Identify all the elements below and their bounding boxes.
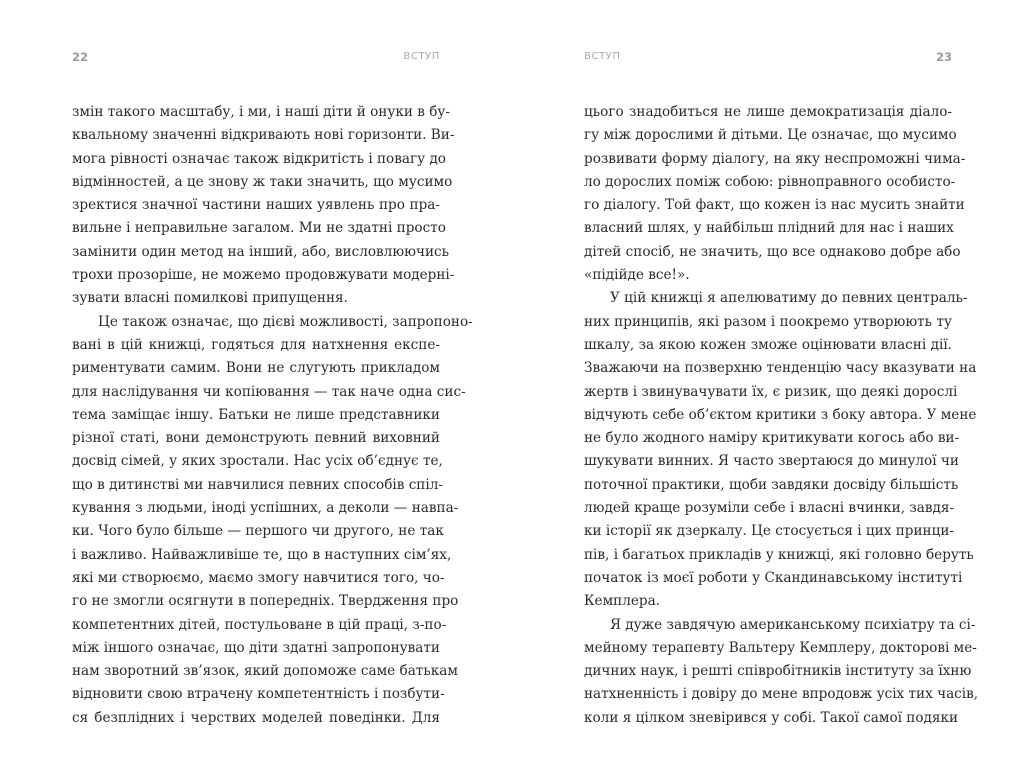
text-line: відмінностей, а це знову ж таки значить, що мусимо [72,173,453,190]
text-line: трохи прозоріше, не можемо продовжувати модерні- [72,267,455,284]
text-line: які ми створюємо, маємо змогу навчитися того, чо- [72,569,445,586]
text-line: жертв і звинувачувати їх, є ризик, що деякі дорослі [584,383,958,400]
text-line: коли я цілком зневірився у собі. Такої самої подяки [584,709,959,726]
text-line: мога рівності означає також відкритість і повагу до [72,150,446,167]
text-line: «підійде все!». [584,267,690,284]
right-body-text [584,101,979,730]
text-line: різної статі, вони демонструють певний виховний [72,430,440,447]
text-line: го діалогу. Той факт, що кожен із нас мусить знайти [584,197,965,214]
text-line: зувати власні помилкові припущення. [72,290,348,307]
text-line: цього знадобиться не лише демократизація діало- [584,104,952,120]
text-line: що в дитинстві ми навчилися певних способів спіл- [72,476,443,493]
text-line: між іншого означає, що діти здатні запропонувати [72,639,440,656]
text-line: не було жодного наміру критикувати когось або ви- [584,430,960,447]
text-line: змін такого масштабу, і ми, і наші діти й онуки в бу- [72,104,450,120]
text-line: ло дорослих поміж собою: рівноправного особисто- [584,173,956,190]
section-title: ВСТУП [584,51,621,62]
page-number: 23 [935,50,952,64]
text-line: початок із моєї роботи у Скандинавському інституті [584,569,963,586]
text-line: го не змогли осягнути в попередніх. Твердження про [72,593,459,610]
text-line: Це також означає, що дієві можливості, запропоно- [98,313,473,330]
section-title: ВСТУП [403,51,440,62]
text-line: шкалу, за якою кожен зможе оцінювати власні дії. [584,336,952,353]
text-line: мейному терапевту Вальтеру Кемплеру, докторові ме- [584,639,977,656]
text-line: дітей спосіб, не значить, що все однаково добре або [584,243,961,260]
text-line: Зважаючи на позверхню тенденцію часу вказувати на [584,360,977,377]
text-line: кування з людьми, іноді успішних, а деколи — навпа- [72,500,459,517]
text-line: ся безплідних і черствих моделей поведінки. Для [72,709,440,726]
right-page [584,0,979,768]
text-line: замінити один метод на інший, або, висловлюючись [72,243,450,260]
text-line: зректися значної частини наших уявлень про пра- [72,197,440,214]
text-line: людей краще розуміли себе і власні вчинки, завдя- [584,500,955,517]
text-line: вильне і неправильне загалом. Ми не здатні просто [72,220,446,237]
text-line: і важливо. Найважливіше те, що в наступних сім’ях, [72,546,452,563]
text-line: У цій книжці я апелюватиму до певних централь- [610,290,968,307]
text-line: гу між дорослими й дітьми. Це означає, що мусимо [584,127,957,144]
text-line: натхненність і довіру до мене впродовж усіх тих часів, [584,686,979,703]
text-line: поточної практики, щоби завдяки досвіду більшість [584,476,959,493]
left-running-head [72,50,440,64]
text-line: тема заміщає іншу. Батьки не лише представники [72,406,440,423]
text-line: Кемплера. [584,593,661,610]
text-line: компетентних дітей, постульоване в цій праці, з-по- [72,616,447,633]
text-line: квальному значенні відкривають нові горизонти. Ви- [72,127,455,144]
right-running-head [584,50,952,64]
text-line: розвивати форму діалогу, на яку неспроможні чима- [584,150,966,167]
text-line: ки. Чого було більше — першого чи другого, не так [72,523,444,540]
text-line: відновити свою втрачену компетентність і позбути- [72,686,445,703]
text-line: для наслідування чи копіювання — так наче одна сис- [72,383,466,400]
left-body-text [72,101,473,730]
text-line: них принципів, які разом і поокремо утворюють ту [584,313,952,330]
text-line: дичних наук, і решті співробітників інституту за їхню [584,663,972,680]
text-line: нам зворотний зв’язок, який допоможе саме батькам [72,663,458,680]
text-line: досвід сімей, у яких зростали. Нас усіх об’єднує те, [72,453,443,470]
text-line: відчують себе об’єктом критики з боку автора. У мене [584,406,977,423]
text-line: вані в цій книжці, годяться для натхнення експе- [72,336,440,353]
text-line: власний шлях, у найбільш плідний для нас і наших [584,220,954,237]
text-line: шукувати винних. Я часто звертаюся до минулої чи [584,453,959,470]
text-line: ки історії як дзеркалу. Це стосується і цих принци- [584,523,954,540]
text-line: пів, і багатьох прикладів у книжці, які головно беруть [584,546,974,563]
page-number: 22 [72,50,89,64]
left-page [72,0,473,768]
text-line: риментувати самим. Вони не слугують прикладом [72,360,440,377]
text-line: Я дуже завдячую американському психіатру та сі- [610,616,976,633]
